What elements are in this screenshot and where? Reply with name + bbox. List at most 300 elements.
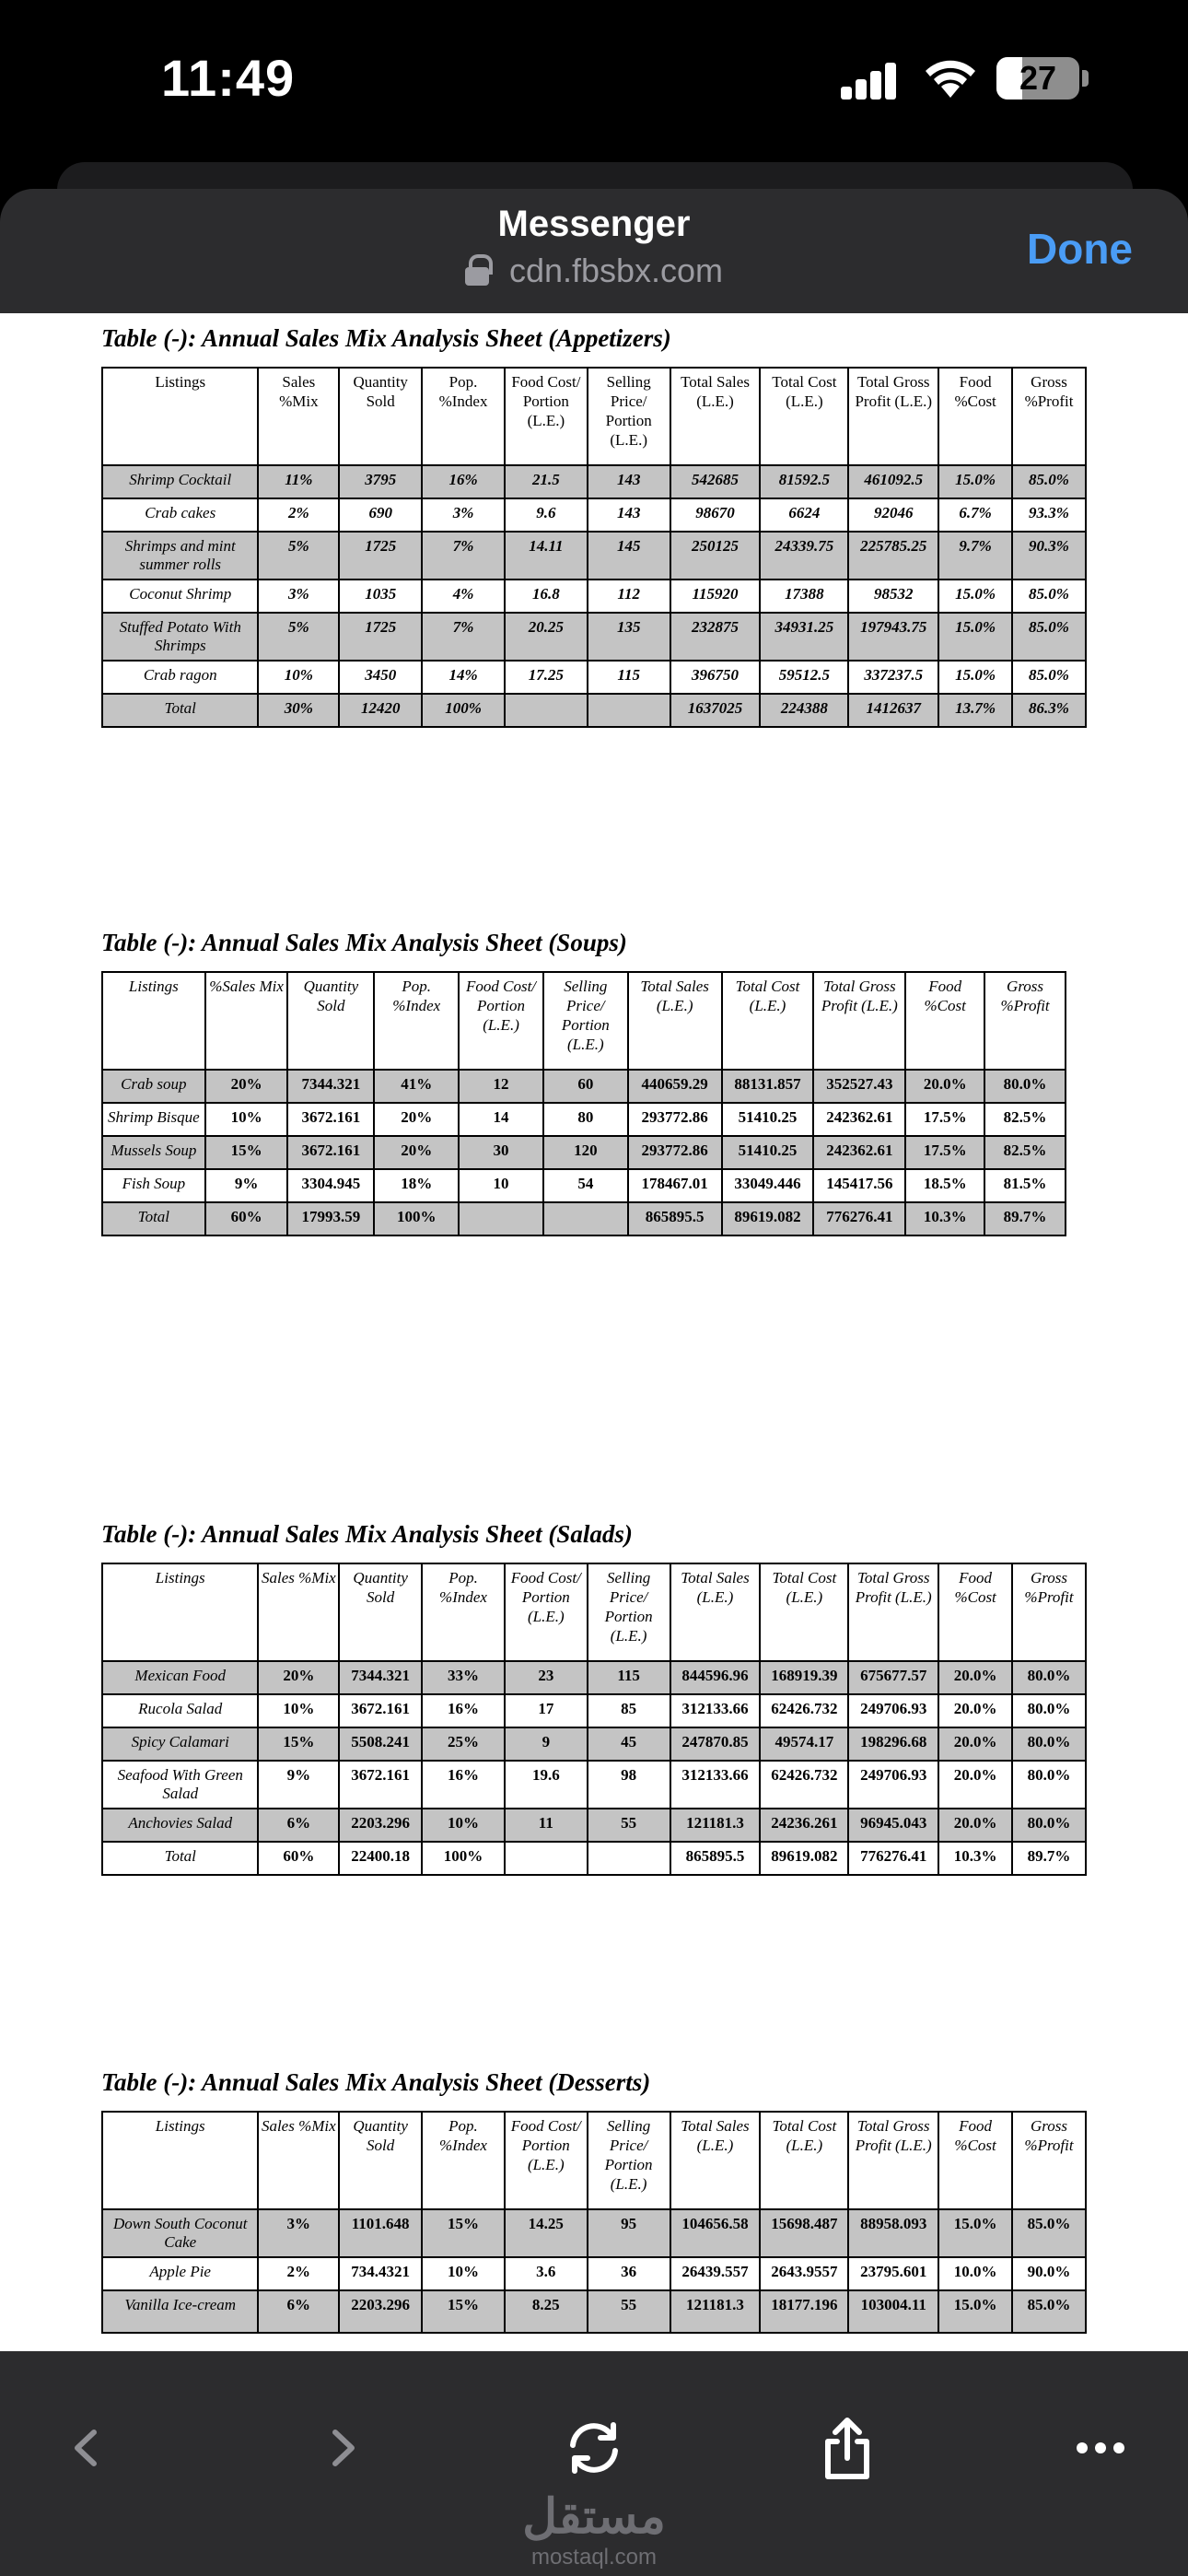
table-row — [102, 2257, 1086, 2290]
table-cell: 232875 — [670, 613, 761, 661]
table-cell: 9 — [505, 1727, 588, 1761]
table-cell: 2% — [258, 498, 339, 532]
column-header: Food Cost/ Portion (L.E.) — [505, 2112, 588, 2209]
table-cell: 13.7% — [938, 694, 1012, 727]
column-header: Gross %Profit — [1012, 1563, 1086, 1661]
table-cell: 198296.68 — [848, 1727, 938, 1761]
row-label: Coconut Shrimp — [102, 580, 258, 613]
table-cell: 20.0% — [938, 1809, 1012, 1842]
column-header: Food %Cost — [905, 972, 984, 1070]
soups-caption: Table (-): Annual Sales Mix Analysis Sheet (Soups) — [101, 929, 627, 956]
table-row — [102, 613, 1086, 661]
table-cell: 20.0% — [938, 1727, 1012, 1761]
table-cell: 9% — [258, 1761, 339, 1809]
table-cell: 51410.25 — [722, 1136, 814, 1169]
battery-cap — [1082, 70, 1089, 87]
bottom-toolbar — [0, 2351, 1188, 2576]
table-cell: 17388 — [760, 580, 848, 613]
table-cell: 2% — [258, 2257, 339, 2290]
table-row — [102, 2209, 1086, 2257]
table-cell: 81592.5 — [760, 465, 848, 498]
table-cell: 45 — [588, 1727, 670, 1761]
table-cell: 121181.3 — [670, 2290, 761, 2333]
row-label: Stuffed Potato With Shrimps — [102, 613, 258, 661]
table-cell: 7% — [422, 532, 505, 580]
column-header: Pop. %Index — [422, 2112, 505, 2209]
table-cell: 10% — [422, 2257, 505, 2290]
table-cell: 20% — [374, 1103, 459, 1136]
table-cell: 15.0% — [938, 580, 1012, 613]
table-cell: 15% — [422, 2209, 505, 2257]
table-cell: 396750 — [670, 661, 761, 694]
column-header: Pop. %Index — [374, 972, 459, 1070]
done-button[interactable]: Done — [1027, 225, 1133, 273]
column-header: Sales %Mix — [258, 2112, 339, 2209]
table-cell: 3.6 — [505, 2257, 588, 2290]
table-cell: 55 — [588, 1809, 670, 1842]
table-cell: 89.7% — [1012, 1842, 1086, 1875]
cellular-signal-icon — [841, 63, 898, 100]
table-row — [102, 1694, 1086, 1727]
table-cell: 18177.196 — [760, 2290, 848, 2333]
table-row — [102, 465, 1086, 498]
table-cell: 85.0% — [1012, 661, 1086, 694]
table-row — [102, 1202, 1066, 1235]
table-cell: 15% — [258, 1727, 339, 1761]
table-cell: 250125 — [670, 532, 761, 580]
table-cell: 62426.732 — [760, 1694, 848, 1727]
table-cell: 16% — [422, 1761, 505, 1809]
column-header: Selling Price/ Portion (L.E.) — [588, 1563, 670, 1661]
column-header: Gross %Profit — [1012, 2112, 1086, 2209]
table-cell: 90.0% — [1012, 2257, 1086, 2290]
table-cell: 16% — [422, 465, 505, 498]
row-label: Vanilla Ice-cream — [102, 2290, 258, 2333]
table-cell: 3% — [258, 2209, 339, 2257]
table-cell: 98532 — [848, 580, 938, 613]
table-cell: 9.6 — [505, 498, 588, 532]
table-cell: 80.0% — [1012, 1727, 1086, 1761]
table-cell: 312133.66 — [670, 1694, 761, 1727]
table-cell: 776276.41 — [848, 1842, 938, 1875]
column-header: Total Cost (L.E.) — [760, 1563, 848, 1661]
table-row — [102, 1136, 1066, 1169]
desserts-caption: Table (-): Annual Sales Mix Analysis Sheet (Desserts) — [101, 2068, 651, 2096]
table-cell: 120 — [543, 1136, 628, 1169]
column-header: Quantity Sold — [339, 368, 422, 465]
table-cell: 30 — [459, 1136, 543, 1169]
table-row — [102, 1661, 1086, 1694]
header-row — [102, 2112, 1086, 2209]
battery-icon — [996, 57, 1079, 100]
table-cell: 15.0% — [938, 2290, 1012, 2333]
table-row — [102, 1842, 1086, 1875]
table-cell: 249706.93 — [848, 1761, 938, 1809]
table-cell: 10% — [205, 1103, 288, 1136]
table-cell: 59512.5 — [760, 661, 848, 694]
table-cell: 3672.161 — [339, 1761, 422, 1809]
table-cell: 8.25 — [505, 2290, 588, 2333]
watermark-arabic: مستقل — [522, 2490, 666, 2544]
table-cell: 675677.57 — [848, 1661, 938, 1694]
table-cell: 10% — [258, 1694, 339, 1727]
table-row — [102, 1169, 1066, 1202]
table-cell: 5% — [258, 613, 339, 661]
table-row — [102, 2290, 1086, 2333]
salads-table — [101, 1563, 1087, 1876]
column-header: Total Gross Profit (L.E.) — [848, 368, 938, 465]
row-label: Shrimps and mint summer rolls — [102, 532, 258, 580]
table-cell: 3672.161 — [339, 1694, 422, 1727]
watermark-url: mostaql.com — [530, 2545, 658, 2570]
table-cell: 12 — [459, 1070, 543, 1103]
table-cell: 100% — [422, 694, 505, 727]
table-cell: 178467.01 — [628, 1169, 722, 1202]
table-cell: 88131.857 — [722, 1070, 814, 1103]
column-header: Total Sales (L.E.) — [628, 972, 722, 1070]
column-header: Sales %Mix — [258, 1563, 339, 1661]
column-header: Food %Cost — [938, 1563, 1012, 1661]
table-cell: 85.0% — [1012, 2209, 1086, 2257]
table-cell: 3% — [258, 580, 339, 613]
row-label: Rucola Salad — [102, 1694, 258, 1727]
table-cell: 112 — [588, 580, 670, 613]
document-viewer[interactable] — [0, 313, 1188, 2351]
table-cell: 1725 — [339, 532, 422, 580]
forward-icon[interactable] — [302, 2406, 385, 2489]
table-cell: 18% — [374, 1169, 459, 1202]
table-cell: 145 — [588, 532, 670, 580]
column-header: Food Cost/ Portion (L.E.) — [505, 368, 588, 465]
table-cell: 20.0% — [905, 1070, 984, 1103]
table-cell: 10 — [459, 1169, 543, 1202]
table-cell: 17.25 — [505, 661, 588, 694]
table-cell: 440659.29 — [628, 1070, 722, 1103]
table-cell: 115 — [588, 1661, 670, 1694]
table-row — [102, 1727, 1086, 1761]
row-label: Down South Coconut Cake — [102, 2209, 258, 2257]
table-cell: 93.3% — [1012, 498, 1086, 532]
column-header: %Sales Mix — [205, 972, 288, 1070]
column-header: Food Cost/ Portion (L.E.) — [505, 1563, 588, 1661]
row-label: Total — [102, 1842, 258, 1875]
table-cell: 80.0% — [1012, 1694, 1086, 1727]
table-cell: 85.0% — [1012, 465, 1086, 498]
row-label: Anchovies Salad — [102, 1809, 258, 1842]
table-cell: 33049.446 — [722, 1169, 814, 1202]
appetizers-caption: Table (-): Annual Sales Mix Analysis Sheet (Appetizers) — [101, 324, 671, 352]
row-label: Crab soup — [102, 1070, 205, 1103]
salads-caption: Table (-): Annual Sales Mix Analysis Sheet (Salads) — [101, 1520, 633, 1548]
table-cell: 82.5% — [984, 1136, 1066, 1169]
header-row — [102, 972, 1066, 1070]
table-cell: 15.0% — [938, 465, 1012, 498]
table-cell: 89.7% — [984, 1202, 1066, 1235]
table-cell: 3450 — [339, 661, 422, 694]
table-cell: 20% — [258, 1661, 339, 1694]
table-cell: 17.5% — [905, 1136, 984, 1169]
table-cell: 98 — [588, 1761, 670, 1809]
table-cell: 5% — [258, 532, 339, 580]
table-cell: 1725 — [339, 613, 422, 661]
table-row — [102, 532, 1086, 580]
table-cell: 121181.3 — [670, 1809, 761, 1842]
table-cell: 16% — [422, 1694, 505, 1727]
table-cell: 6% — [258, 2290, 339, 2333]
column-header: Selling Price/ Portion (L.E.) — [588, 2112, 670, 2209]
table-cell: 15.0% — [938, 613, 1012, 661]
table-cell: 2643.9557 — [760, 2257, 848, 2290]
table-cell: 80.0% — [984, 1070, 1066, 1103]
table-cell: 293772.86 — [628, 1103, 722, 1136]
table-cell: 10.3% — [905, 1202, 984, 1235]
column-header: Gross %Profit — [984, 972, 1066, 1070]
back-icon[interactable] — [44, 2406, 127, 2489]
more-icon[interactable] — [1059, 2406, 1142, 2489]
table-cell: 100% — [422, 1842, 505, 1875]
row-label: Mexican Food — [102, 1661, 258, 1694]
table-row — [102, 661, 1086, 694]
table-cell: 6% — [258, 1809, 339, 1842]
table-cell: 20% — [374, 1136, 459, 1169]
column-header: Food %Cost — [938, 2112, 1012, 2209]
column-header: Listings — [102, 368, 258, 465]
column-header: Selling Price/ Portion (L.E.) — [543, 972, 628, 1070]
table-cell: 85.0% — [1012, 580, 1086, 613]
table-cell — [505, 694, 588, 727]
table-cell: 104656.58 — [670, 2209, 761, 2257]
table-row — [102, 1809, 1086, 1842]
lock-icon — [465, 254, 489, 286]
table-cell: 20% — [205, 1070, 288, 1103]
table-cell: 95 — [588, 2209, 670, 2257]
table-cell: 25% — [422, 1727, 505, 1761]
table-cell: 81.5% — [984, 1169, 1066, 1202]
table-cell: 734.4321 — [339, 2257, 422, 2290]
table-cell: 20.0% — [938, 1761, 1012, 1809]
column-header: Total Gross Profit (L.E.) — [848, 2112, 938, 2209]
table-cell: 23795.601 — [848, 2257, 938, 2290]
table-cell: 60 — [543, 1070, 628, 1103]
column-header: Listings — [102, 1563, 258, 1661]
column-header: Pop. %Index — [422, 368, 505, 465]
table-cell: 17.5% — [905, 1103, 984, 1136]
table-cell: 168919.39 — [760, 1661, 848, 1694]
row-label: Crab ragon — [102, 661, 258, 694]
table-cell: 7% — [422, 613, 505, 661]
table-cell: 80.0% — [1012, 1809, 1086, 1842]
table-cell: 865895.5 — [628, 1202, 722, 1235]
table-cell: 18.5% — [905, 1169, 984, 1202]
table-cell: 34931.25 — [760, 613, 848, 661]
table-cell: 3672.161 — [287, 1136, 374, 1169]
table-cell: 85.0% — [1012, 613, 1086, 661]
column-header: Total Cost (L.E.) — [722, 972, 814, 1070]
table-cell: 15698.487 — [760, 2209, 848, 2257]
table-cell: 3795 — [339, 465, 422, 498]
table-cell: 5508.241 — [339, 1727, 422, 1761]
clock: 11:49 — [161, 49, 296, 107]
table-cell: 20.0% — [938, 1694, 1012, 1727]
table-cell: 352527.43 — [813, 1070, 905, 1103]
table-cell: 1035 — [339, 580, 422, 613]
row-label: Apple Pie — [102, 2257, 258, 2290]
url-bar — [0, 252, 1188, 290]
table-cell: 60% — [205, 1202, 288, 1235]
table-cell: 776276.41 — [813, 1202, 905, 1235]
column-header: Total Sales (L.E.) — [670, 1563, 761, 1661]
table-cell: 85.0% — [1012, 2290, 1086, 2333]
table-cell: 80 — [543, 1103, 628, 1136]
row-label: Total — [102, 694, 258, 727]
column-header: Pop. %Index — [422, 1563, 505, 1661]
table-cell: 30% — [258, 694, 339, 727]
table-cell: 242362.61 — [813, 1103, 905, 1136]
table-cell: 89619.082 — [760, 1842, 848, 1875]
table-cell: 54 — [543, 1169, 628, 1202]
table-cell: 15% — [205, 1136, 288, 1169]
table-row — [102, 1761, 1086, 1809]
table-cell: 21.5 — [505, 465, 588, 498]
status-bar — [0, 0, 1188, 175]
table-cell: 14.25 — [505, 2209, 588, 2257]
column-header: Listings — [102, 972, 205, 1070]
table-cell — [588, 694, 670, 727]
table-cell: 3304.945 — [287, 1169, 374, 1202]
column-header: Total Cost (L.E.) — [760, 2112, 848, 2209]
appetizers-table — [101, 367, 1087, 728]
table-cell: 60% — [258, 1842, 339, 1875]
column-header: Total Gross Profit (L.E.) — [848, 1563, 938, 1661]
table-cell: 16.8 — [505, 580, 588, 613]
table-cell — [459, 1202, 543, 1235]
table-cell: 14% — [422, 661, 505, 694]
table-row — [102, 1103, 1066, 1136]
table-cell: 22400.18 — [339, 1842, 422, 1875]
reload-icon[interactable] — [553, 2406, 635, 2489]
table-cell: 337237.5 — [848, 661, 938, 694]
table-cell: 15.0% — [938, 2209, 1012, 2257]
table-row — [102, 580, 1086, 613]
desserts-table — [101, 2111, 1087, 2334]
mostaql-watermark — [0, 2489, 1188, 2570]
table-cell — [543, 1202, 628, 1235]
wifi-icon — [923, 57, 978, 100]
browser-title: Messenger — [497, 204, 691, 244]
table-cell: 51410.25 — [722, 1103, 814, 1136]
row-label: Total — [102, 1202, 205, 1235]
table-cell: 92046 — [848, 498, 938, 532]
table-cell: 62426.732 — [760, 1761, 848, 1809]
table-cell: 12420 — [339, 694, 422, 727]
column-header: Quantity Sold — [287, 972, 374, 1070]
table-cell: 23 — [505, 1661, 588, 1694]
table-cell: 2203.296 — [339, 1809, 422, 1842]
table-cell: 7344.321 — [287, 1070, 374, 1103]
table-cell: 461092.5 — [848, 465, 938, 498]
row-label: Spicy Calamari — [102, 1727, 258, 1761]
table-cell: 85 — [588, 1694, 670, 1727]
table-cell: 1412637 — [848, 694, 938, 727]
battery-level: 27 — [1019, 59, 1057, 97]
table-cell: 55 — [588, 2290, 670, 2333]
table-cell: 49574.17 — [760, 1727, 848, 1761]
table-cell: 41% — [374, 1070, 459, 1103]
table-cell: 96945.043 — [848, 1809, 938, 1842]
table-cell: 143 — [588, 498, 670, 532]
table-cell: 11 — [505, 1809, 588, 1842]
table-cell: 36 — [588, 2257, 670, 2290]
column-header: Food Cost/ Portion (L.E.) — [459, 972, 543, 1070]
table-row — [102, 498, 1086, 532]
table-cell: 7344.321 — [339, 1661, 422, 1694]
table-cell: 15% — [422, 2290, 505, 2333]
table-cell: 80.0% — [1012, 1661, 1086, 1694]
column-header: Quantity Sold — [339, 1563, 422, 1661]
table-cell: 10% — [422, 1809, 505, 1842]
table-cell: 33% — [422, 1661, 505, 1694]
table-cell: 312133.66 — [670, 1761, 761, 1809]
table-cell: 26439.557 — [670, 2257, 761, 2290]
table-cell: 19.6 — [505, 1761, 588, 1809]
table-cell: 80.0% — [1012, 1761, 1086, 1809]
table-cell: 542685 — [670, 465, 761, 498]
column-header: Total Sales (L.E.) — [670, 368, 761, 465]
table-cell: 690 — [339, 498, 422, 532]
column-header: Gross %Profit — [1012, 368, 1086, 465]
table-cell: 24236.261 — [760, 1809, 848, 1842]
column-header: Total Sales (L.E.) — [670, 2112, 761, 2209]
table-cell: 88958.093 — [848, 2209, 938, 2257]
table-cell: 6624 — [760, 498, 848, 532]
share-icon[interactable] — [806, 2406, 889, 2489]
column-header: Total Cost (L.E.) — [760, 368, 848, 465]
table-cell: 4% — [422, 580, 505, 613]
table-cell: 82.5% — [984, 1103, 1066, 1136]
table-cell: 224388 — [760, 694, 848, 727]
table-cell: 103004.11 — [848, 2290, 938, 2333]
table-cell — [588, 1842, 670, 1875]
table-cell: 89619.082 — [722, 1202, 814, 1235]
row-label: Mussels Soup — [102, 1136, 205, 1169]
table-cell: 3672.161 — [287, 1103, 374, 1136]
table-row — [102, 1070, 1066, 1103]
table-cell: 1101.648 — [339, 2209, 422, 2257]
row-label: Seafood With Green Salad — [102, 1761, 258, 1809]
row-label: Crab cakes — [102, 498, 258, 532]
column-header: Quantity Sold — [339, 2112, 422, 2209]
table-cell — [505, 1842, 588, 1875]
table-cell: 98670 — [670, 498, 761, 532]
table-cell: 6.7% — [938, 498, 1012, 532]
table-cell: 115 — [588, 661, 670, 694]
column-header: Listings — [102, 2112, 258, 2209]
table-cell: 242362.61 — [813, 1136, 905, 1169]
header-row — [102, 368, 1086, 465]
header-row — [102, 1563, 1086, 1661]
table-cell: 15.0% — [938, 661, 1012, 694]
row-label: Shrimp Bisque — [102, 1103, 205, 1136]
table-cell: 20.25 — [505, 613, 588, 661]
table-cell: 225785.25 — [848, 532, 938, 580]
table-cell: 90.3% — [1012, 532, 1086, 580]
table-cell: 11% — [258, 465, 339, 498]
table-cell: 9.7% — [938, 532, 1012, 580]
column-header: Selling Price/ Portion (L.E.) — [588, 368, 670, 465]
table-cell: 3% — [422, 498, 505, 532]
table-cell: 17993.59 — [287, 1202, 374, 1235]
table-cell: 844596.96 — [670, 1661, 761, 1694]
